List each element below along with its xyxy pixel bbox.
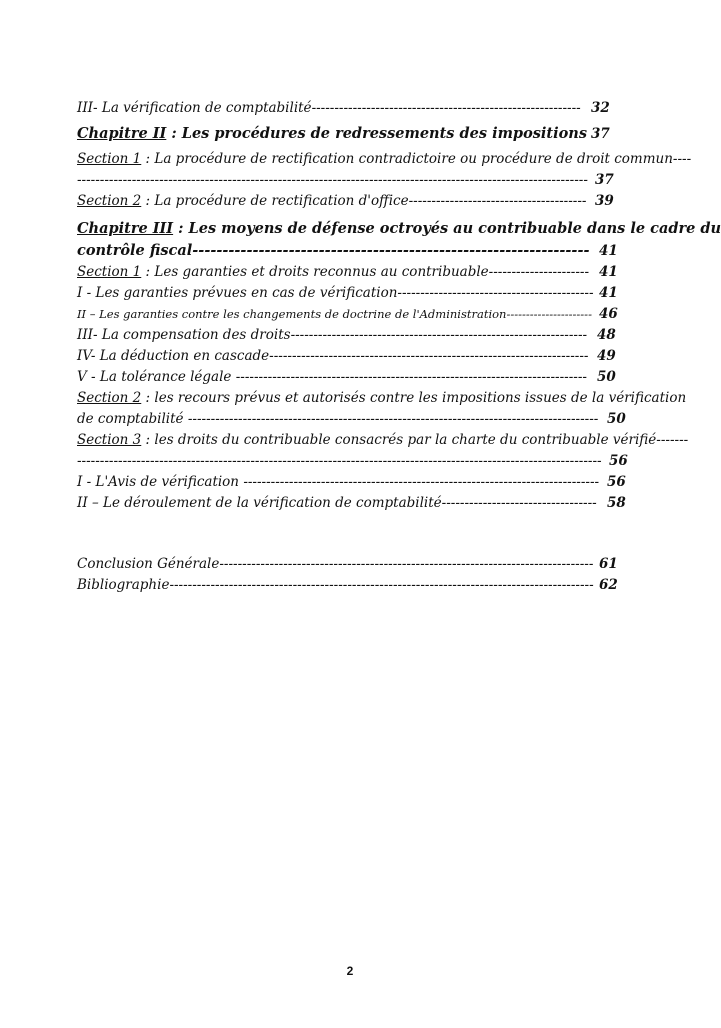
toc-page-number: 41 xyxy=(597,283,618,304)
toc-entry xyxy=(77,554,625,575)
toc-entry xyxy=(77,304,625,325)
toc-entry xyxy=(77,346,625,367)
toc-leader: --------------------------------------------------------------------------------------------- xyxy=(169,577,594,593)
toc-entry xyxy=(77,493,625,514)
toc-continuation xyxy=(77,170,625,191)
toc-leader: ---------------------------------- xyxy=(441,495,597,511)
toc-leader: ---------------------------------------------------------------------- xyxy=(269,348,589,364)
toc-entry-text: : Les procédures de redressements des impositions xyxy=(166,125,587,142)
toc-leader: ------------------------------------------------------------------ xyxy=(192,242,590,259)
toc-continuation xyxy=(77,409,625,430)
toc-entry-text: Conclusion Générale xyxy=(77,556,220,572)
toc-entry xyxy=(77,283,625,304)
toc-entry xyxy=(77,325,625,346)
toc-entry-text: Bibliographie xyxy=(77,577,170,593)
toc-page-number: 49 xyxy=(595,346,616,367)
toc-page-number: 56 xyxy=(607,451,628,472)
toc-section-label: Section 2 xyxy=(77,390,142,406)
toc-entry-text: I - Les garanties prévues en cas de vérification xyxy=(77,285,398,301)
toc-entry xyxy=(77,575,625,596)
toc-entry-text: : Les garanties et droits reconnus au contribuable xyxy=(141,264,489,280)
table-of-contents xyxy=(77,98,721,596)
toc-leader: ------------------------------------------------------------------------------ xyxy=(243,474,600,490)
toc-entry-text: IV- La déduction en cascade xyxy=(77,348,270,364)
toc-chapter xyxy=(77,218,721,240)
toc-chapter-label: Chapitre III xyxy=(77,220,174,237)
toc-page-number: 41 xyxy=(597,262,618,283)
toc-page-number: 41 xyxy=(597,240,618,262)
toc-entry xyxy=(77,367,625,388)
toc-page-number: 56 xyxy=(605,472,626,493)
toc-leader: --------------------------------------- xyxy=(408,193,587,209)
toc-leader: ------------------------------------------------------------------------------------------ xyxy=(187,411,599,427)
toc-entry xyxy=(77,98,625,119)
toc-continuation xyxy=(77,451,628,472)
toc-chapter xyxy=(77,123,625,145)
toc-section xyxy=(77,149,692,170)
toc-page-number: 50 xyxy=(595,367,616,388)
toc-section xyxy=(77,262,625,283)
toc-entry-text: I - L'Avis de vérification xyxy=(77,474,244,490)
toc-entry-text: : les recours prévus et autorisés contre les impositions issues de la vérification xyxy=(141,390,687,406)
toc-page-number: 58 xyxy=(605,493,626,514)
toc-entry-text: de comptabilité xyxy=(77,411,188,427)
toc-entry-text: : Les moyens de défense octroyés au contribuable dans le cadre du xyxy=(173,220,721,237)
toc-section xyxy=(77,388,687,409)
toc-section-label: Section 2 xyxy=(77,193,142,209)
toc-page-number: 48 xyxy=(595,325,616,346)
toc-continuation xyxy=(77,240,625,262)
toc-leader: ----------------------------------------------------------- xyxy=(311,100,581,116)
toc-leader: ---------------------------------------------------------------------------------- xyxy=(219,556,594,572)
toc-leader: ---------------------- xyxy=(506,307,592,321)
toc-entry-text: II – Le déroulement de la vérification de comptabilité xyxy=(77,495,442,511)
toc-page-number: 39 xyxy=(593,191,614,212)
toc-leader: ------------------------------------------------------------------------------------------------------------------- xyxy=(77,453,602,469)
toc-section xyxy=(77,191,625,212)
toc-section-label: Section 3 xyxy=(77,432,142,448)
toc-entry-text: : La procédure de rectification contradictoire ou procédure de droit commun---- xyxy=(141,151,692,167)
toc-leader: ---------------------- xyxy=(488,264,590,280)
toc-entry-text: : les droits du contribuable consacrés par la charte du contribuable vérifié------- xyxy=(141,432,689,448)
toc-page-number: 37 xyxy=(589,123,610,145)
toc-page-number: 62 xyxy=(597,575,618,596)
toc-page-number: 61 xyxy=(597,554,618,575)
toc-entry-text: : La procédure de rectification d'office xyxy=(141,193,409,209)
toc-section xyxy=(77,430,689,451)
toc-page-number: 32 xyxy=(589,98,610,119)
toc-section-label: Section 1 xyxy=(77,151,142,167)
toc-page-number: 46 xyxy=(597,304,618,325)
toc-leader: ---------------------------------------------------------------------------------------------------------------- xyxy=(77,172,588,188)
toc-entry xyxy=(77,472,625,493)
toc-section-label: Section 1 xyxy=(77,264,142,280)
toc-entry-text: contrôle fiscal xyxy=(77,242,193,259)
toc-entry-text: III- La compensation des droits xyxy=(77,327,291,343)
toc-entry-text: V - La tolérance légale xyxy=(77,369,236,385)
toc-leader: ------------------------------------------- xyxy=(397,285,594,301)
toc-leader: ----------------------------------------------------------------------------- xyxy=(235,369,587,385)
toc-chapter-label: Chapitre II xyxy=(77,125,167,142)
toc-page-number: 50 xyxy=(605,409,626,430)
toc-leader: ----------------------------------------------------------------- xyxy=(290,327,588,343)
toc-entry-text: II – Les garanties contre les changements de doctrine de l'Administration xyxy=(77,307,507,321)
toc-entry-text: III- La vérification de comptabilité xyxy=(77,100,312,116)
toc-page-number: 37 xyxy=(593,170,614,191)
page-number: 2 xyxy=(346,964,354,978)
